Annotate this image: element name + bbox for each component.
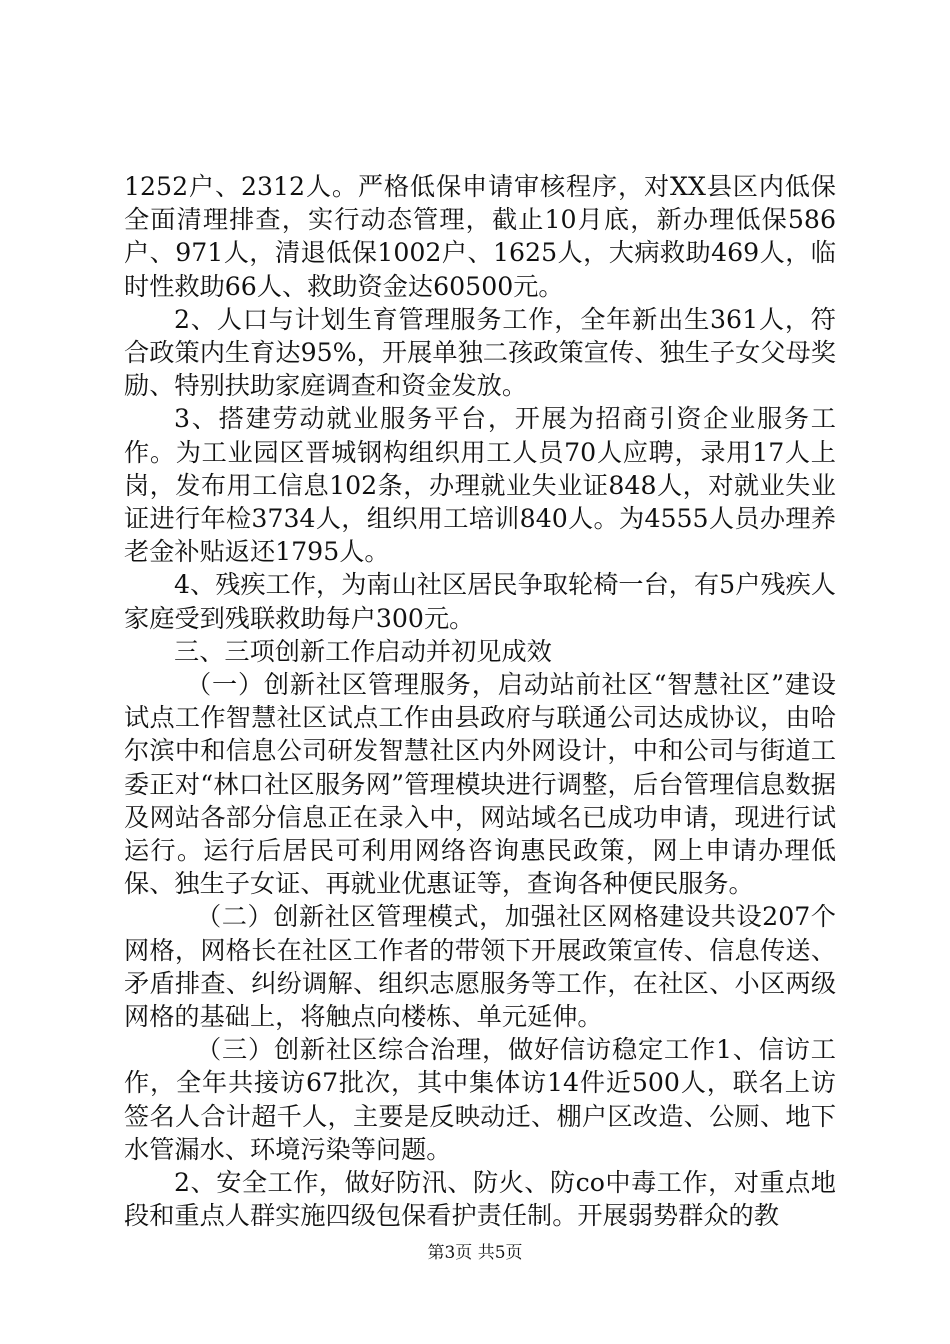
paragraph-family-planning: 2、人口与计划生育管理服务工作，全年新出生361人，符合政策内生育达95%，开展单独二孩政策宣传、独生子女父母奖励、特别扶助家庭调查和资金发放。 (124, 304, 836, 401)
paragraph-grid-management: （二）创新社区管理模式，加强社区网格建设共设207个网格，网格长在社区工作者的带领下开展政策宣传、信息传送、矛盾排查、纠纷调解、组织志愿服务等工作，在社区、小区两级网格的基础上，将触点向楼栋、单元延伸。 (124, 902, 836, 1032)
section-heading-innovation: 三、三项创新工作启动并初见成效 (174, 636, 552, 666)
paragraph-smart-community: （一）创新社区管理服务，启动站前社区“智慧社区”建设试点工作智慧社区试点工作由县政府与联通公司达成协议，由哈尔滨中和信息公司研发智慧社区内外网设计，中和公司与街道工委正对“林口社区服务网”管理模块进行调整，后台管理信息数据及网站各部分信息正在录入中，网站域名已成功申请，现进行试运行。运行后居民可利用网络咨询惠民政策，网上申请办理低保、独生子女证、再就业优惠证等，查询各种便民服务。 (124, 670, 836, 899)
page-number: 第3页 共5页 (427, 1243, 523, 1263)
paragraph-safety-work: 2、安全工作，做好防汛、防火、防co中毒工作，对重点地段和重点人群实施四级包保看护责任制。开展弱势群众的教 (124, 1168, 836, 1231)
paragraph-disability-work: 4、残疾工作，为南山社区居民争取轮椅一台，有5户残疾人家庭受到残联救助每户300元。 (124, 570, 836, 633)
paragraph-petition-work: （三）创新社区综合治理，做好信访稳定工作1、信访工作，全年共接访67批次，其中集体访14件近500人，联名上访签名人合计超千人，主要是反映动迁、棚户区改造、公厕、地下水管漏水、环境污染等问题。 (124, 1035, 836, 1164)
paragraph-assistance-stats: 1252户、2312人。严格低保申请审核程序，对XX县区内低保全面清理排查，实行动态管理，截止10月底，新办理低保586户、971人，清退低保1002户、1625人，大病救助469人，临时性救助66人、救助资金达60500元。 (124, 172, 836, 301)
document-body (124, 170, 836, 1233)
paragraph-employment-services: 3、搭建劳动就业服务平台，开展为招商引资企业服务工作。为工业园区晋城钢构组织用工人员70人应聘，录用17人上岗，发布用工信息102条，办理就业失业证848人，对就业失业证进行年检3734人，组织用工培训840人。为4555人员办理养老金补贴返还1795人。 (124, 404, 836, 567)
